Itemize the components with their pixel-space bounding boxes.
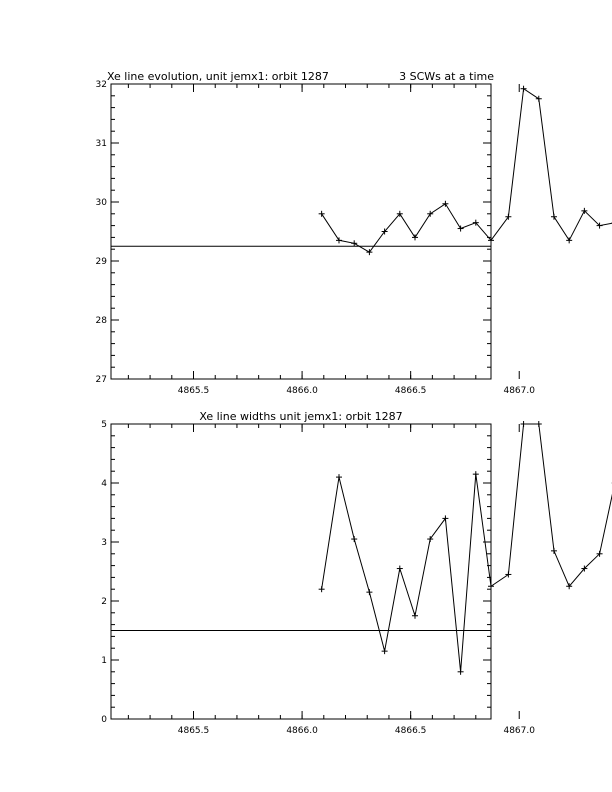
bottom-ytick-label: 1 <box>101 656 107 666</box>
bottom-data-point <box>351 536 357 542</box>
top-data-point <box>458 226 464 232</box>
top-axis-ticks <box>96 80 612 396</box>
bottom-xtick-label: 4865.5 <box>177 726 210 736</box>
top-panel <box>96 70 612 396</box>
bottom-axis-ticks <box>101 420 612 736</box>
bottom-ytick-label: 3 <box>101 538 107 548</box>
bottom-data-point <box>521 421 527 427</box>
top-plot-frame <box>111 84 491 379</box>
bottom-data-point <box>397 566 403 572</box>
top-data-point <box>566 237 572 243</box>
top-data-point <box>412 234 418 240</box>
top-ytick-label: 32 <box>95 80 107 90</box>
bottom-ytick-label: 2 <box>101 597 107 607</box>
bottom-series <box>319 421 612 675</box>
top-ytick-label: 30 <box>95 198 107 208</box>
bottom-data-point <box>382 648 388 654</box>
top-ytick-label: 28 <box>95 316 107 326</box>
bottom-xtick-label: 4866.5 <box>394 726 427 736</box>
top-data-point <box>536 96 542 102</box>
bottom-panel <box>101 410 612 736</box>
top-ytick-label: 27 <box>95 375 107 385</box>
bottom-data-point <box>319 586 325 592</box>
top-series-line <box>322 89 612 297</box>
top-data-point <box>427 211 433 217</box>
bottom-data-point <box>412 613 418 619</box>
top-xtick-label: 4866.0 <box>286 386 318 396</box>
bottom-data-point <box>336 474 342 480</box>
top-data-point <box>319 211 325 217</box>
top-title: Xe line evolution, unit jemx1: orbit 1287 <box>107 70 329 83</box>
bottom-data-point <box>488 583 494 589</box>
top-data-point <box>351 240 357 246</box>
bottom-xtick-label: 4866.0 <box>286 726 318 736</box>
bottom-data-point <box>458 669 464 675</box>
bottom-series-line <box>322 424 612 672</box>
bottom-data-point <box>366 589 372 595</box>
top-ytick-label: 29 <box>95 257 107 267</box>
top-data-point <box>336 237 342 243</box>
bottom-data-point <box>473 471 479 477</box>
bottom-xtick-label: 4867.0 <box>503 726 535 736</box>
top-data-point <box>551 214 557 220</box>
bottom-ytick-label: 4 <box>101 479 107 489</box>
top-series <box>319 86 612 300</box>
bottom-data-point <box>536 421 542 427</box>
bottom-data-point <box>505 571 511 577</box>
top-xtick-label: 4867.0 <box>503 386 535 396</box>
top-data-point <box>521 86 527 92</box>
top-title-right: 3 SCWs at a time <box>399 70 494 83</box>
bottom-data-point <box>551 548 557 554</box>
bottom-title: Xe line widths unit jemx1: orbit 1287 <box>199 410 403 423</box>
top-xtick-label: 4865.5 <box>177 386 210 396</box>
top-data-point <box>442 201 448 207</box>
bottom-ytick-label: 0 <box>101 715 107 725</box>
top-xtick-label: 4866.5 <box>394 386 427 396</box>
bottom-ytick-label: 5 <box>101 420 107 430</box>
bottom-plot-frame <box>111 424 491 719</box>
top-ytick-label: 31 <box>95 139 107 149</box>
